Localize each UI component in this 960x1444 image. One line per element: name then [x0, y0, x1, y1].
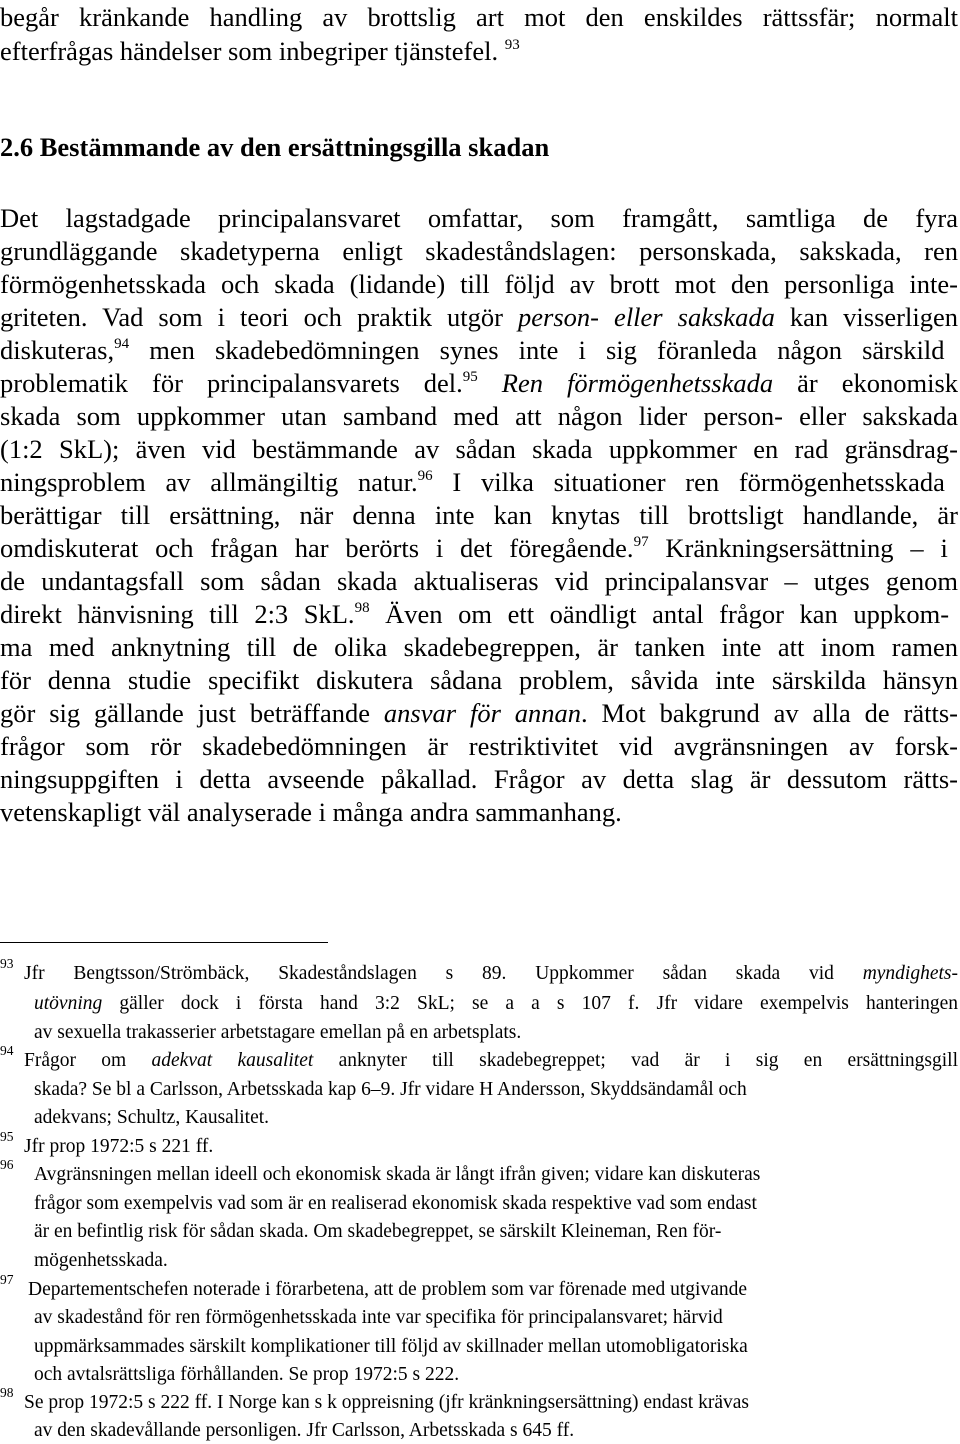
- text-run: gör sig gällande just beträffande: [0, 698, 384, 728]
- footnote-line: Departementschefen noterade i förarbetena, att de problem som var förenade med utgivande: [28, 1279, 748, 1300]
- body-line: [0, 370, 958, 397]
- text-run: skada som uppkommer utan samband med att någon lider person- eller sakskada: [0, 401, 958, 431]
- body-line: [0, 502, 958, 529]
- text-run: förmögenhetsskada och skada (lidande) till följd av brott mot den personliga inte-: [0, 269, 958, 299]
- text-run: Det lagstadgade principalansvaret omfattar, som framgått, samtliga de fyra: [0, 203, 958, 233]
- footnote-line: av skadestånd för ren förmögenhetsskada inte var specifika för principalansvaret; härvid: [34, 1307, 723, 1328]
- text-run: Även om ett oändligt antal frågor kan uppkom-: [385, 599, 950, 629]
- footnote-line: frågor som exempelvis vad som är en realiserad ekonomisk skada respektive vad som endast: [34, 1193, 757, 1214]
- text-run: är ekonomisk: [773, 368, 959, 398]
- text-run: . Mot bakgrund av alla de rätts-: [581, 698, 958, 728]
- text-run: omdiskuterat och frågan har berörts i det föregående.: [0, 533, 634, 563]
- footnote-ref: 93: [504, 37, 520, 53]
- footnote-ref: 95: [462, 369, 478, 385]
- footnote-number: 97: [0, 1272, 14, 1287]
- body-line: [0, 766, 958, 793]
- footnote-line: utövning gäller dock i första hand 3:2 SkL; se a a s 107 f. Jfr vidare exempelvis hanteringen: [34, 993, 958, 1014]
- text-run: de undantagsfall som sådan skada aktualiseras vid principalansvar – utges genom: [0, 566, 958, 596]
- text-run: (1:2 SkL); även vid bestämmande av sådan skada uppkommer en rad gränsdrag-: [0, 434, 958, 464]
- text-run: Kränkningsersättning – i: [665, 533, 948, 563]
- text-run: direkt hänvisning till 2:3 SkL.: [0, 599, 355, 629]
- footnote-number: 95: [0, 1129, 14, 1144]
- text-run: griteten. Vad som i teori och praktik utgör: [0, 302, 519, 332]
- body-line: [0, 337, 958, 364]
- footnote-number: 96: [0, 1157, 14, 1172]
- body-line: [0, 271, 958, 298]
- footnote-ref: 94: [114, 336, 130, 352]
- text-run: frågor som rör skadebedömningen är restriktivitet vid avgränsningen av forsk-: [0, 731, 958, 761]
- footnote-ref: 96: [417, 468, 433, 484]
- footnote-line: Jfr Bengtsson/Strömbäck, Skadeståndslagen s 89. Uppkommer sådan skada vid myndighets-: [24, 963, 958, 984]
- italic-phrase: ansvar för annan: [383, 698, 582, 728]
- body-line: [0, 4, 958, 31]
- section-heading: [0, 134, 549, 161]
- body-line: [0, 238, 958, 265]
- text-run: I vilka situationer ren förmögenhetsskada: [452, 467, 945, 497]
- body-line: [0, 403, 958, 430]
- footnote-line: av den skadevållande personligen. Jfr Carlsson, Arbetsskada s 645 ff.: [34, 1420, 575, 1441]
- text-run: problematik för principalansvarets del.: [0, 368, 463, 398]
- footnote-line: Frågor om adekvat kausalitet anknyter till skadebegreppet; vad är i sig en ersättningsgill: [24, 1050, 959, 1071]
- footnote-separator: [0, 942, 328, 943]
- body-line: [0, 535, 958, 562]
- text-run: kan visserligen: [774, 302, 958, 332]
- footnote-line: Jfr prop 1972:5 s 221 ff.: [24, 1136, 214, 1157]
- body-line: [0, 799, 622, 826]
- text-run: ningsuppgiften i detta avseende påkallad. Frågor av detta slag är dessutom rätts-: [0, 764, 958, 794]
- body-line: [0, 568, 958, 595]
- footnote-line: av sexuella trakasserier arbetstagare emellan på en arbetsplats.: [34, 1022, 522, 1043]
- footnote-line: Avgränsningen mellan ideell och ekonomisk skada är långt ifrån given; vidare kan diskuteras: [34, 1164, 761, 1185]
- italic-phrase: person- eller sakskada: [518, 302, 775, 332]
- text-run: grundläggande skadetyperna enligt skadeståndslagen: personskada, sakskada, ren: [0, 236, 958, 266]
- body-line: [0, 634, 958, 661]
- body-line: [0, 700, 958, 727]
- text-run: för denna studie specifikt diskutera sådana problem, såvida inte särskilda hänsyn: [0, 665, 958, 695]
- text-run: vetenskapligt väl analyserade i många andra sammanhang.: [0, 797, 622, 827]
- footnote-line: är en befintlig risk för sådan skada. Om skadebegreppet, se särskilt Kleineman, Ren för-: [34, 1221, 722, 1242]
- footnote-line: adekvans; Schultz, Kausalitet.: [34, 1107, 270, 1128]
- footnote-line: och avtalsrättsliga förhållanden. Se prop 1972:5 s 222.: [34, 1364, 460, 1385]
- footnote-number: 94: [0, 1043, 14, 1058]
- body-line: [0, 601, 958, 628]
- italic-phrase: Ren förmögenhetsskada: [501, 368, 774, 398]
- body-line: [0, 304, 958, 331]
- text-run: ningsproblem av allmängiltig natur.: [0, 467, 418, 497]
- text-run: berättigar till ersättning, när denna inte kan knytas till brottsligt handlande, är: [0, 500, 958, 530]
- text-run: efterfrågas händelser som inbegriper tjänstefel.: [0, 36, 499, 66]
- footnote-number: 93: [0, 956, 14, 971]
- body-line: [0, 38, 520, 65]
- footnote-line: mögenhetsskada.: [34, 1250, 168, 1271]
- text-run: diskuteras,: [0, 335, 115, 365]
- body-line: [0, 205, 958, 232]
- body-line: [0, 436, 958, 463]
- body-line: [0, 469, 958, 496]
- footnote-number: 98: [0, 1385, 14, 1400]
- footnote-line: Se prop 1972:5 s 222 ff. I Norge kan s k oppreisning (jfr kränkningsersättning) endast krävas: [24, 1392, 749, 1413]
- body-line: [0, 667, 958, 694]
- footnote-line: uppmärksammades särskilt komplikationer till följd av skillnader mellan utomobligatoriska: [34, 1336, 748, 1357]
- footnote-ref: 97: [633, 534, 649, 550]
- footnote-line: skada? Se bl a Carlsson, Arbetsskada kap 6–9. Jfr vidare H Andersson, Skyddsändamål och: [34, 1079, 747, 1100]
- text-run: men skadebedömningen synes inte i sig föranleda någon särskild: [149, 335, 945, 365]
- footnote-ref: 98: [354, 600, 370, 616]
- text-run: ma med anknytning till de olika skadebegreppen, är tanken inte att inom ramen: [0, 632, 958, 662]
- body-line: [0, 733, 958, 760]
- text-run: begår kränkande handling av brottslig art mot den enskildes rättssfär; normalt: [0, 2, 958, 32]
- text-run: 2.6 Bestämmande av den ersättningsgilla skadan: [0, 132, 550, 162]
